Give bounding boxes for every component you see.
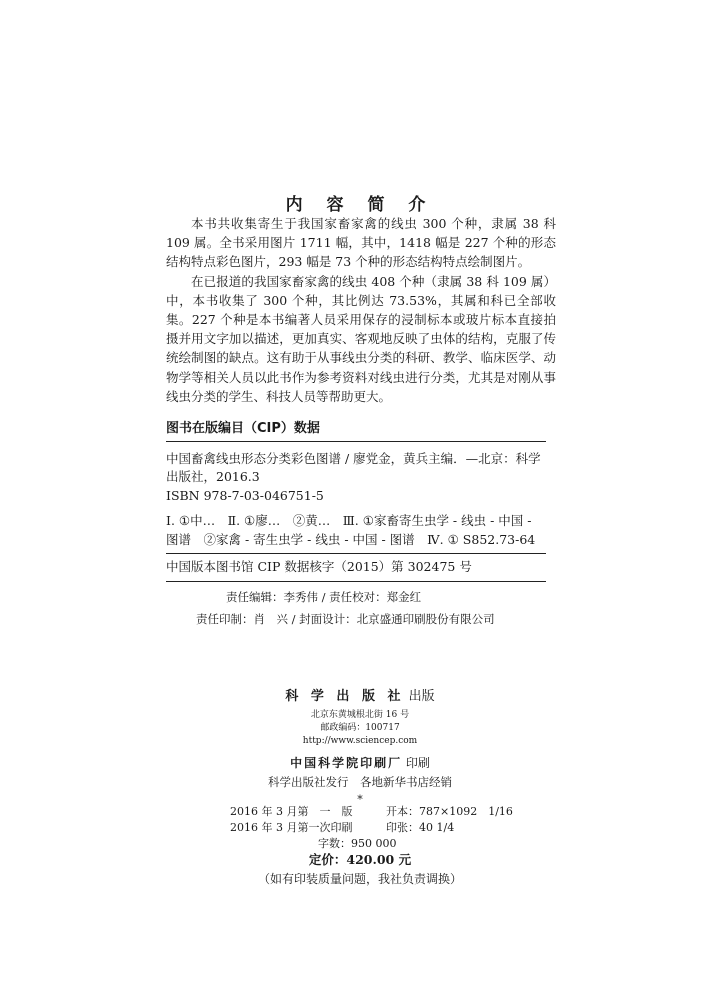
summary-paragraph: 本书共收集寄生于我国家畜家禽的线虫 300 个种，隶属 38 科 109 属。全书采用图片 1711 幅，其中，1418 幅是 227 个种的形态结构特点彩色图片，293 幅是 73 个种的形态结构特点绘制图片。 — [166, 216, 556, 270]
cip-middle-rule — [166, 553, 546, 554]
spec-words: 字数：950 000 — [318, 837, 397, 850]
spec-format: 开本：787×1092 1/16 — [386, 805, 513, 818]
printer-line — [0, 756, 720, 771]
cip-bottom-rule — [166, 581, 546, 582]
imprint-section — [0, 685, 720, 807]
cip-top-rule — [166, 441, 546, 442]
publisher-name: 科 学 出 版 社 — [285, 689, 405, 704]
summary-paragraph: 在已报道的我国家畜家禽的线虫 408 个种（隶属 38 科 109 属）中，本书收集了 300 个种，其比例达 73.53%，其属和科已全部收集。227 个种是本书编著人员采用保存的浸制标本或玻片标本直接拍摄并用文字加以描述，更加真实、客观地反映了虫体的结构，克服了传统绘制图的缺点。这有助于从事线虫分类的科研、教学、临床医学、动物学等相关人员以此书作为参考资料对线虫进行分类，尤其是对刚从事线虫分类的学生、科技人员等帮助更大。 — [166, 273, 556, 404]
cip-book-line: 中国畜禽线虫形态分类彩色图谱 / 廖党金，黄兵主编．—北京：科学出版社，2016.3 — [166, 451, 541, 485]
spec-printing: 2016 年 3 月第一次印刷 — [230, 821, 353, 834]
spec-edition: 2016 年 3 月第 一 版 — [230, 805, 353, 818]
publisher-postcode: 邮政编码：100717 — [320, 723, 400, 733]
cip-isbn: ISBN 978-7-03-046751-5 — [166, 487, 324, 503]
summary-section — [166, 214, 556, 406]
cip-section — [166, 450, 546, 576]
spec-row — [0, 804, 720, 820]
summary-title: 内 容 简 介 — [285, 195, 435, 215]
staff-editors: 责任编辑：李秀伟 / 责任校对：郑金红 — [226, 590, 422, 604]
publisher-line — [0, 685, 720, 709]
staff-production: 责任印制：肖 兴 / 封面设计：北京盛通印刷股份有限公司 — [196, 612, 495, 626]
quality-note: （如有印装质量问题，我社负责调换） — [257, 872, 462, 886]
staff-credits — [166, 586, 546, 630]
cip-record-number: 中国版本图书馆 CIP 数据核字（2015）第 302475 号 — [166, 559, 472, 575]
distribution-line: 科学出版社发行 各地新华书店经销 — [268, 775, 452, 789]
publisher-website: http://www.sciencep.com — [302, 736, 418, 746]
cip-heading: 图书在版编目（CIP）数据 — [166, 421, 320, 436]
printer-suffix: 印刷 — [402, 756, 430, 770]
spec-sheets: 印张：40 1/4 — [386, 821, 455, 834]
separator-star: * — [357, 793, 363, 806]
publisher-address: 北京东黄城根北街 16 号 — [310, 710, 410, 720]
price: 定价：420.00 元 — [308, 852, 412, 867]
print-specs — [0, 804, 720, 852]
printer-name: 中国科学院印刷厂 — [290, 756, 403, 770]
publisher-suffix: 出版 — [404, 689, 435, 704]
spec-row — [0, 820, 720, 836]
cip-classification: Ⅰ. ①中… Ⅱ. ①廖… ②黄… Ⅲ. ①家畜寄生虫学 - 线虫 - 中国 - 图谱 ②家禽 - 寄生虫学 - 线虫 - 中国 - 图谱 Ⅳ. ① S852.73-64 — [166, 513, 536, 547]
